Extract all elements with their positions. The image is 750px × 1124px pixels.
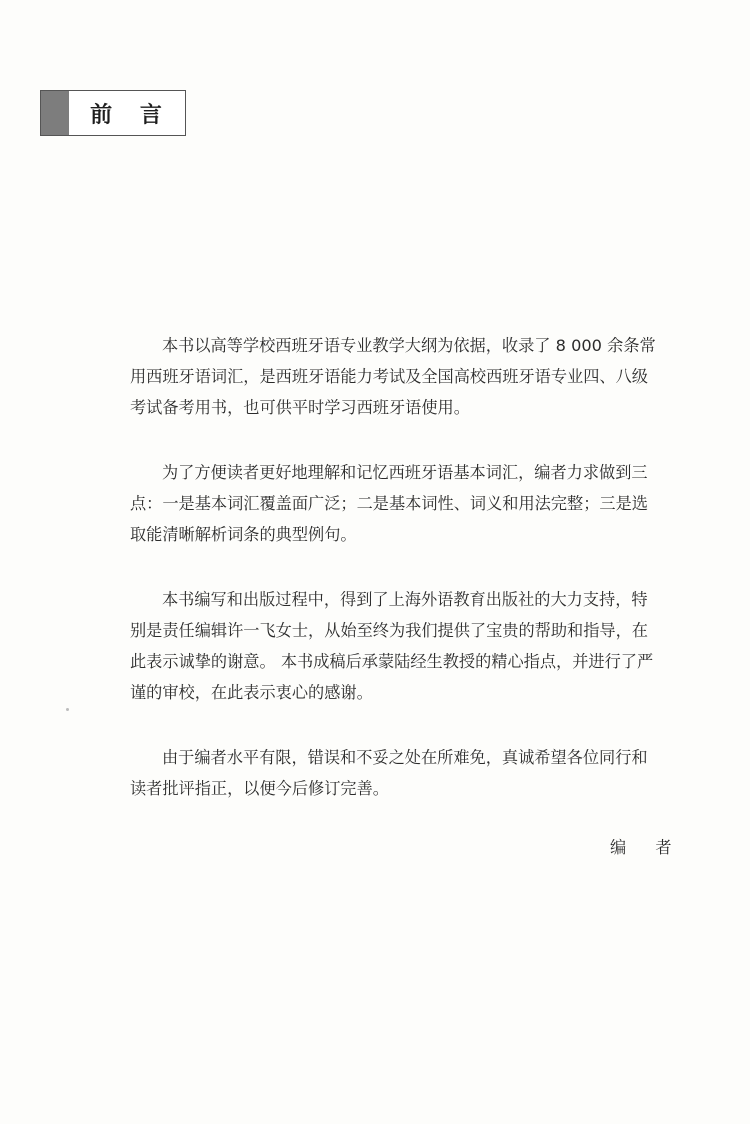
paragraph-line: 别是责任编辑许一飞女士，从始至终为我们提供了宝贵的帮助和指导，在 (130, 621, 648, 640)
paragraph-line: 取能清晰解析词条的典型例句。 (130, 525, 357, 544)
page-title: 前 言 (90, 101, 172, 128)
paragraph-line: 点：一是基本词汇覆盖面广泛；二是基本词性、词义和用法完整；三是选 (130, 494, 648, 513)
paragraph-1 (130, 330, 702, 423)
paragraph-line: 本书编写和出版过程中，得到了上海外语教育出版社的大力支持，特 (162, 590, 648, 609)
paragraph-line: 本书以高等学校西班牙语专业教学大纲为依据，收录了 8 000 余条常 (162, 336, 656, 355)
paragraph-3 (130, 584, 702, 708)
scan-speck (66, 708, 69, 711)
paragraph-line: 读者批评指正，以便今后修订完善。 (130, 779, 389, 798)
paragraph-line: 由于编者水平有限，错误和不妥之处在所难免，真诚希望各位同行和 (162, 748, 648, 767)
author-signature: 编 者 (610, 838, 684, 857)
paragraph-line: 此表示诚挚的谢意。 本书成稿后承蒙陆经生教授的精心指点，并进行了严 (130, 652, 654, 671)
paragraph-line: 用西班牙语词汇，是西班牙语能力考试及全国高校西班牙语专业四、八级 (130, 367, 648, 386)
paragraph-2 (130, 457, 702, 550)
preface-heading-box (40, 90, 186, 136)
paragraph-line: 谨的审校，在此表示衷心的感谢。 (130, 683, 373, 702)
heading-accent-bar (41, 91, 69, 135)
paragraph-line: 为了方便读者更好地理解和记忆西班牙语基本词汇，编者力求做到三 (162, 463, 648, 482)
paragraph-line: 考试备考用书，也可供平时学习西班牙语使用。 (130, 398, 470, 417)
paragraph-4 (130, 742, 702, 804)
